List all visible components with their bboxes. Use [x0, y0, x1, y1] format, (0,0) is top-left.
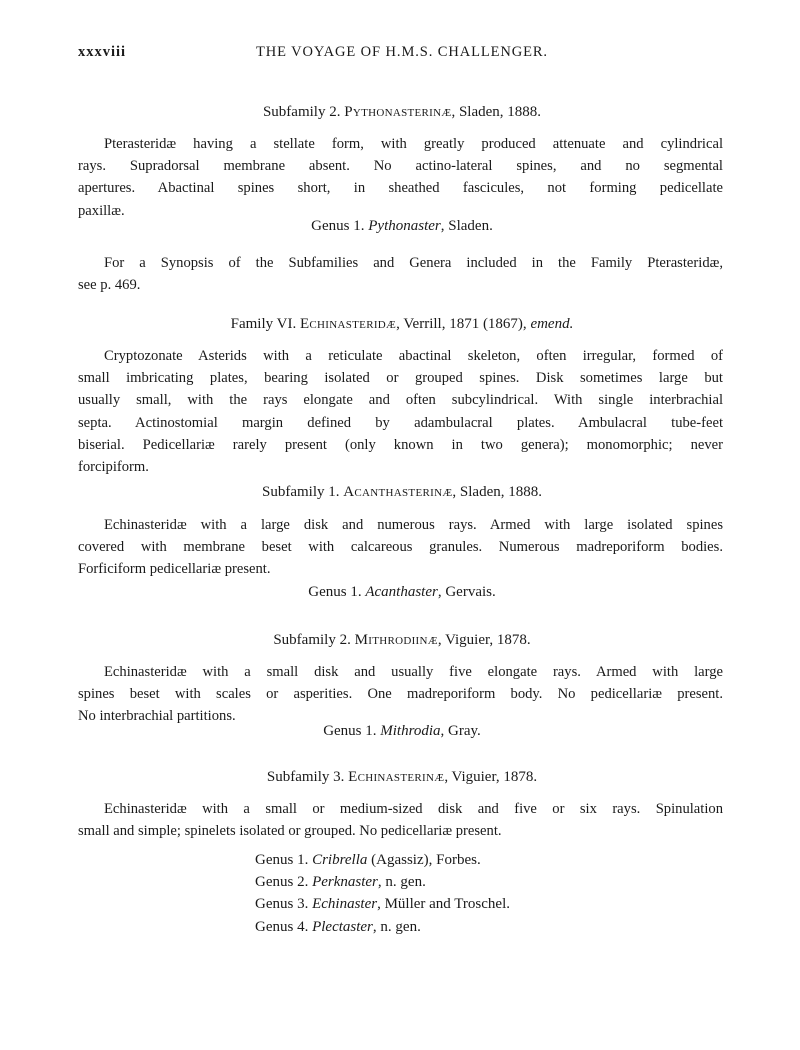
text-line: see p. 469.	[78, 277, 141, 294]
genus-list-echinasterinae	[255, 849, 510, 938]
heading-prefix: Subfamily 3.	[266, 769, 349, 785]
running-head	[78, 44, 726, 64]
paragraph-echinasterinae	[78, 798, 723, 842]
genus-entry	[255, 871, 510, 893]
genus-name: Acanthaster	[365, 584, 438, 600]
heading-emend: emend.	[530, 316, 574, 332]
heading-prefix: Subfamily 2.	[262, 104, 345, 120]
text-line: Forficiform pedicellariæ present.	[78, 561, 271, 578]
genus-prefix: Genus 1.	[323, 723, 381, 739]
genus-prefix: Genus 4.	[255, 918, 313, 935]
paragraph-mithrodiinae	[78, 661, 723, 728]
genus-entry	[255, 916, 510, 938]
genus-suffix: , n. gen.	[377, 874, 426, 891]
genus-suffix: , Müller and Troschel.	[377, 896, 510, 913]
paragraph-pythonasterinae	[78, 133, 723, 222]
text-line: covered with membrane beset with calcareous granules. Numerous madreporiform bodies.	[78, 539, 723, 556]
subfamily-heading-acanthasterinae	[78, 484, 726, 501]
heading-suffix: , Sladen, 1888.	[451, 104, 542, 120]
heading-suffix: , Viguier, 1878.	[444, 769, 538, 785]
genus-entry	[255, 849, 510, 871]
genus-prefix: Genus 3.	[255, 896, 313, 913]
text-line: paxillæ.	[78, 202, 125, 219]
text-line: Echinasteridæ with a small disk and usually five elongate rays. Armed with large	[104, 664, 723, 680]
text-line: No interbrachial partitions.	[78, 708, 236, 725]
heading-prefix: Subfamily 2.	[273, 632, 355, 648]
genus-prefix: Genus 1.	[308, 584, 366, 600]
text-line: Pterasteridæ having a stellate form, with greatly produced attenuate and cylindrical	[104, 136, 723, 152]
text-line: usually small, with the rays elongate and often subcylindrical. With single interbrachial	[78, 392, 723, 409]
genus-prefix: Genus 1.	[311, 218, 369, 234]
taxon-name: Pythonasterinæ	[344, 104, 452, 120]
text-line: septa. Actinostomial margin defined by adambulacral plates. Ambulacral tube-feet	[78, 414, 723, 431]
genus-line-pythonaster	[78, 218, 726, 235]
genus-line-acanthaster	[78, 584, 726, 601]
heading-prefix: Family VI.	[230, 316, 300, 332]
genus-line-mithrodia	[78, 723, 726, 740]
text-line: Echinasteridæ with a large disk and numerous rays. Armed with large isolated spines	[104, 517, 723, 533]
text-line: forcipiform.	[78, 458, 149, 475]
genus-suffix: , n. gen.	[372, 918, 421, 935]
genus-suffix: (Agassiz), Forbes.	[367, 852, 481, 868]
genus-name: Mithrodia	[380, 723, 441, 739]
subfamily-heading-mithrodiinae	[78, 632, 726, 649]
taxon-name: Mithrodiinæ	[354, 632, 438, 648]
subfamily-heading-pythonasterinae	[78, 104, 726, 121]
running-title: THE VOYAGE OF H.M.S. CHALLENGER.	[256, 44, 548, 60]
text-line: rays. Supradorsal membrane absent. No actino-lateral spines, and no segmental	[78, 158, 723, 175]
taxon-name: Echinasterinæ	[348, 769, 445, 785]
heading-suffix: , Viguier, 1878.	[437, 632, 531, 648]
paragraph-acanthasterinae	[78, 514, 723, 581]
page-number: xxxviii	[78, 44, 127, 60]
genus-prefix: Genus 1.	[255, 852, 313, 868]
genus-name: Cribrella	[312, 852, 368, 868]
genus-prefix: Genus 2.	[255, 874, 313, 891]
taxon-name: Acanthasterinæ	[343, 484, 453, 500]
genus-entry	[255, 893, 510, 915]
text-line: Cryptozonate Asterids with a reticulate abactinal skeleton, often irregular, formed of	[104, 348, 723, 364]
text-line: small imbricating plates, bearing isolated or grouped spines. Disk sometimes large but	[78, 370, 723, 387]
text-line: For a Synopsis of the Subfamilies and Genera included in the Family Pterasteridæ,	[104, 255, 723, 271]
subfamily-heading-echinasterinae	[78, 769, 726, 786]
taxon-name: Echinasteridæ	[299, 316, 397, 332]
genus-name: Echinaster	[312, 896, 378, 913]
heading-suffix: , Sladen, 1888.	[452, 484, 542, 500]
genus-name: Perknaster	[312, 874, 378, 891]
paragraph-echinasteridae	[78, 345, 723, 478]
genus-suffix: , Sladen.	[440, 218, 493, 234]
genus-suffix: , Gray.	[440, 723, 481, 739]
family-heading-echinasteridae	[78, 316, 726, 333]
heading-authority: , Verrill, 1871 (1867),	[396, 316, 531, 332]
genus-suffix: , Gervais.	[437, 584, 496, 600]
text-line: apertures. Abactinal spines short, in sheathed fascicules, not forming pedicellate	[78, 180, 723, 197]
text-line: spines beset with scales or asperities. One madreporiform body. No pedicellariæ present.	[78, 686, 723, 703]
genus-name: Plectaster	[312, 918, 373, 935]
paragraph-synopsis	[78, 252, 723, 296]
text-line: Echinasteridæ with a small or medium-sized disk and five or six rays. Spinulation	[104, 801, 723, 817]
text-line: biserial. Pedicellariæ rarely present (only known in two genera); monomorphic; never	[78, 436, 723, 453]
genus-name: Pythonaster	[368, 218, 441, 234]
text-line: small and simple; spinelets isolated or grouped. No pedicellariæ present.	[78, 823, 502, 840]
heading-prefix: Subfamily 1.	[262, 484, 344, 500]
